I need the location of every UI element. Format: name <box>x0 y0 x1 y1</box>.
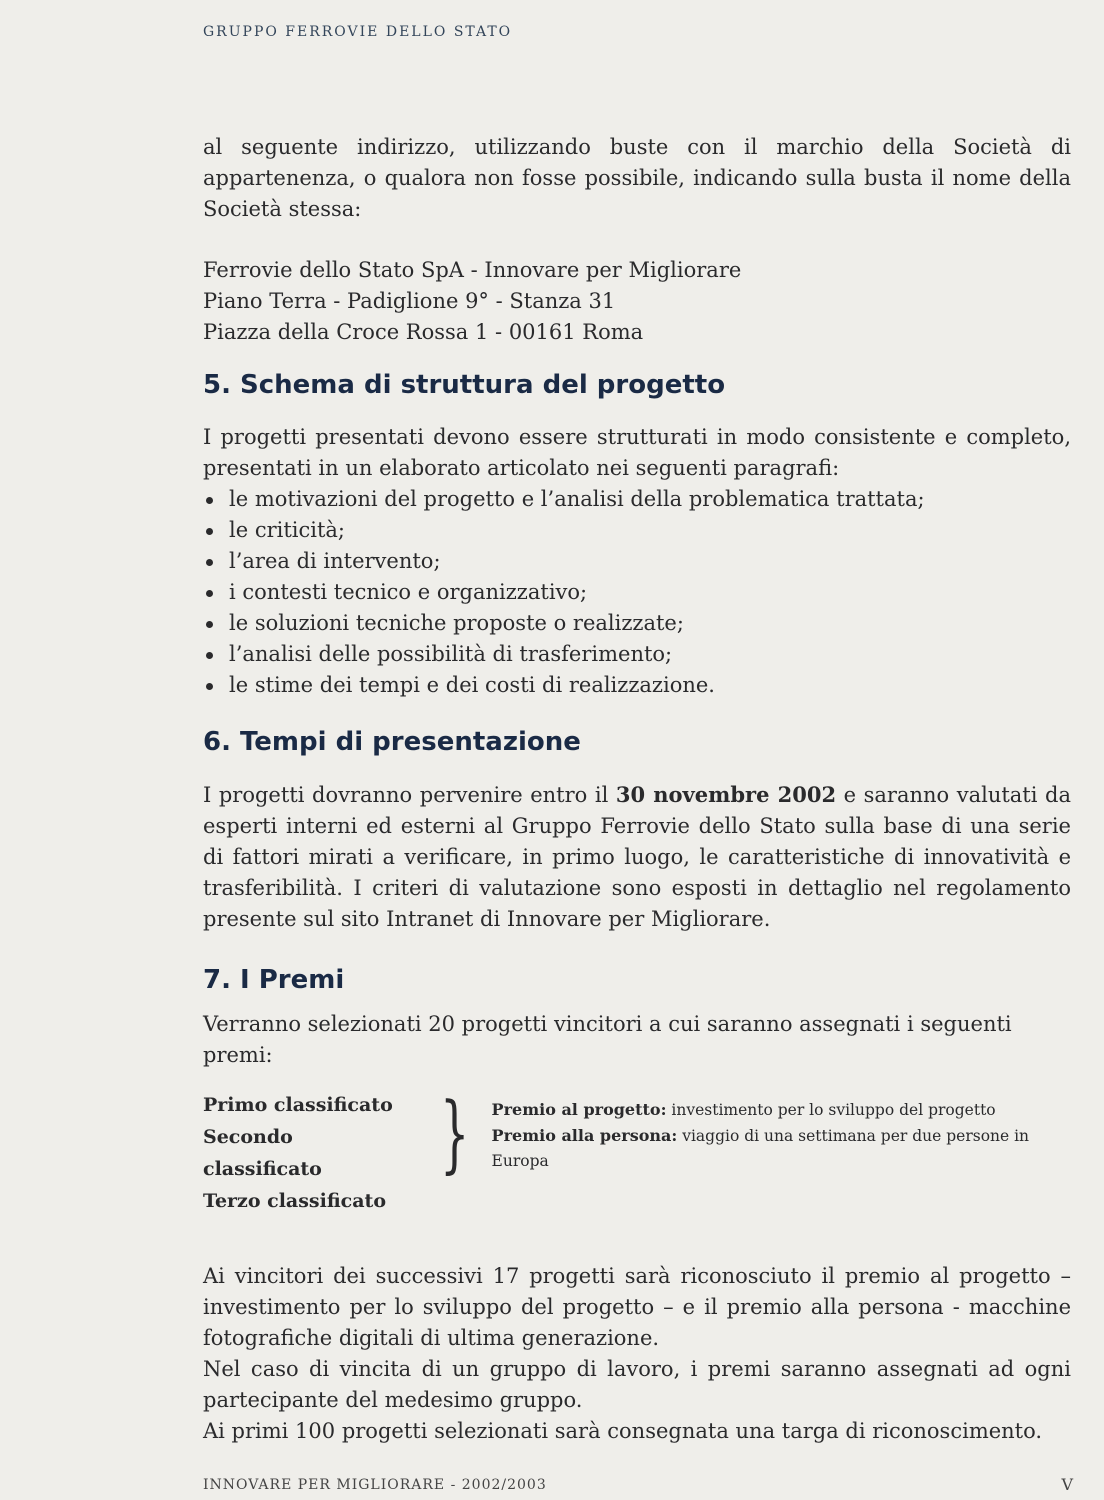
address-line: Piano Terra - Padiglione 9° - Stanza 31 <box>203 289 616 313</box>
section-7-text: Verranno selezionati 20 progetti vincitori a cui saranno assegnati i seguenti premi: <box>203 1012 1012 1067</box>
place-label: Terzo classificato <box>203 1190 386 1212</box>
text-before: I progetti dovranno pervenire entro il <box>203 783 616 807</box>
address-line: Ferrovie dello Stato SpA - Innovare per Migliorare <box>203 258 742 282</box>
structure-list <box>203 484 1071 701</box>
prizes-table <box>203 1084 1071 1217</box>
section-7-title: 7. I Premi <box>203 965 345 995</box>
intro-paragraph: al seguente indirizzo, utilizzando buste con il marchio della Società di appartenenza, o qualora non fosse possibile, indicando sulla busta il nome della Società stessa: <box>203 135 1071 221</box>
section-5-text: I progetti presentati devono essere strutturati in modo consistente e completo, presentati in un elaborato articolato nei seguenti paragrafi: <box>203 425 1071 480</box>
places-list <box>203 1089 418 1217</box>
list-item: le criticità; <box>203 515 1071 546</box>
address-line: Piazza della Croce Rossa 1 - 00161 Roma <box>203 320 644 344</box>
plaque-paragraph: Ai primi 100 progetti selezionati sarà consegnata una targa di riconoscimento. <box>203 1419 1043 1443</box>
place-label: Secondo classificato <box>203 1126 322 1180</box>
list-item: le stime dei tempi e dei costi di realizzazione. <box>203 670 1071 701</box>
section-6-title: 6. Tempi di presentazione <box>203 727 581 757</box>
section-6-text <box>203 779 1071 935</box>
group-paragraph: Nel caso di vincita di un gruppo di lavoro, i premi saranno assegnati ad ogni partecipante del medesimo gruppo. <box>203 1357 1071 1412</box>
award-text: viaggio di una settimana per due persone in Europa <box>491 1127 1030 1170</box>
page-number: V <box>1061 1475 1073 1494</box>
section-5-title: 5. Schema di struttura del progetto <box>203 370 726 400</box>
award-text: investimento per lo sviluppo del progetto <box>666 1101 996 1119</box>
list-item: le soluzioni tecniche proposte o realizzate; <box>203 608 1071 639</box>
address-block <box>203 255 1071 348</box>
award-item <box>492 1123 1071 1174</box>
list-item: l’area di intervento; <box>203 546 1071 577</box>
deadline-date: 30 novembre 2002 <box>615 782 837 807</box>
running-header: GRUPPO FERROVIE DELLO STATO <box>203 24 513 40</box>
place-label: Primo classificato <box>203 1094 393 1116</box>
awards-list <box>492 1089 1071 1174</box>
running-footer: INNOVARE PER MIGLIORARE - 2002/2003 <box>203 1477 547 1493</box>
curly-brace-icon: } <box>440 1084 470 1182</box>
list-item: l’analisi delle possibilità di trasferimento; <box>203 639 1071 670</box>
list-item: le motivazioni del progetto e l’analisi della problematica trattata; <box>203 484 1071 515</box>
text-after: e saranno valutati da esperti interni ed esterni al Gruppo Ferrovie dello Stato sulla base di una serie di fattori mirati a verificare, in primo luogo, le caratteristiche di innovatività e trasferibilità. I criteri di valutazione sono esposti in dettaglio nel regolamento presente sul sito Intranet di Innovare per Migliorare. <box>203 783 1071 931</box>
prizes-paragraph: Ai vincitori dei successivi 17 progetti sarà riconosciuto il premio al progetto – investimento per lo sviluppo del progetto – e il premio alla persona - macchine fotografiche digitali di ultima generazione. <box>203 1264 1071 1350</box>
page-content <box>203 132 1071 1447</box>
list-item: i contesti tecnico e organizzativo; <box>203 577 1071 608</box>
award-label: Premio alla persona: <box>491 1126 678 1145</box>
award-item <box>492 1097 1071 1123</box>
award-label: Premio al progetto: <box>491 1100 667 1119</box>
